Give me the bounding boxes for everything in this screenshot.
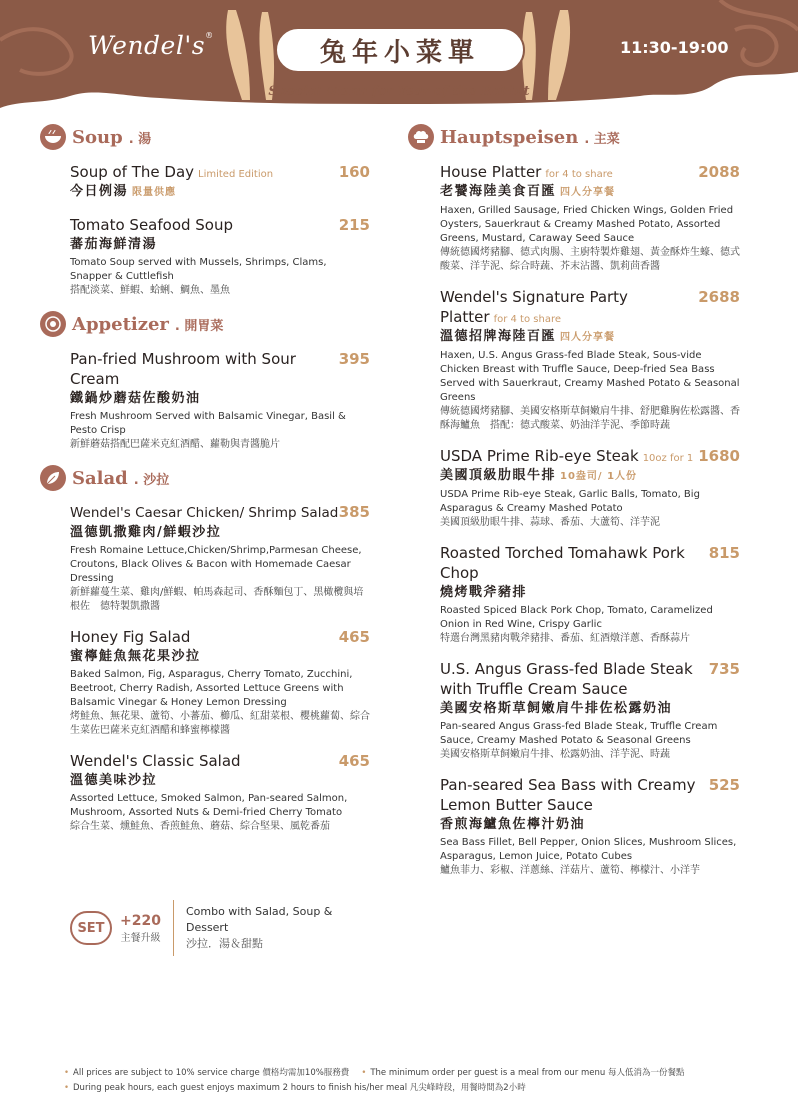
footnote-time-limit: During peak hours, each guest enjoys maximum 2 hours to finish his/her meal 凡尖峰時段，用餐時間為2小時 bbox=[73, 1083, 526, 1093]
section-main bbox=[408, 124, 740, 878]
item-name: Tomato Seafood Soup bbox=[70, 216, 234, 234]
item-name-zh: 老饕海陸美食百匯 bbox=[440, 184, 557, 199]
item-description-zh: 綜合生菜、燻鮭魚、香煎鮭魚、蘑菇、綜合堅果、風乾番茄 bbox=[70, 821, 330, 832]
item-description: Haxen, Grilled Sausage, Fried Chicken Wings, Golden Fried Oysters, Sauerkraut & Creamy Mashed Potato, Assorted Greens, Mustard, Caraway Seed Sauce bbox=[440, 205, 734, 244]
item-name-zh: 溫德凱撒雞肉/鮮蝦沙拉 bbox=[70, 525, 222, 540]
wendels-logo: Wendel's® bbox=[88, 31, 214, 60]
footnotes bbox=[64, 1066, 764, 1096]
section-header bbox=[40, 124, 370, 150]
item-name-zh: 香煎海鱸魚佐檸汁奶油 bbox=[440, 817, 586, 832]
leaf-icon bbox=[40, 465, 66, 491]
menu-item bbox=[408, 543, 740, 646]
set-description: Combo with Salad, Soup & Dessert bbox=[185, 905, 333, 934]
section-title: Salad bbox=[72, 467, 128, 489]
item-price: 465 bbox=[338, 752, 370, 770]
item-description-zh: 鱸魚菲力、彩椒、洋蔥絲、洋菇片、蘆筍、檸檬汁、小洋芋 bbox=[440, 865, 700, 876]
menu-item bbox=[40, 627, 370, 738]
item-price: 525 bbox=[708, 776, 740, 794]
item-note-zh: 限量供應 bbox=[132, 187, 177, 198]
menu-item bbox=[40, 162, 370, 202]
bullet-icon: • bbox=[361, 1068, 367, 1078]
set-price-zh: 主餐升級 bbox=[120, 932, 161, 944]
plate-icon bbox=[40, 311, 66, 337]
footnote-service-charge: All prices are subject to 10% service charge 價格均需加10%服務費 bbox=[73, 1068, 350, 1078]
item-name: Roasted Torched Tomahawk Pork Chop bbox=[440, 544, 685, 582]
item-name: Pan-fried Mushroom with Sour Cream bbox=[70, 350, 296, 388]
item-price: 815 bbox=[708, 544, 740, 562]
item-description-zh: 傳統德國烤豬腳、德式肉腸、主廚特製炸雞翅、黃金酥炸生蠔、德式酸菜、洋芋泥、綜合時蔬、芥末沾醬、凱莉茴香醬 bbox=[440, 247, 740, 272]
page-title: 兔年小菜單 bbox=[275, 27, 525, 73]
item-price: 735 bbox=[708, 660, 740, 678]
section-appetizer bbox=[40, 311, 370, 452]
item-description-zh: 搭配淡菜、鮮蝦、蛤蜊、鯛魚、墨魚 bbox=[70, 285, 230, 296]
bullet-icon: • bbox=[64, 1068, 70, 1078]
item-name: Soup of The Day bbox=[70, 163, 195, 181]
item-note: Limited Edition bbox=[198, 169, 274, 180]
item-description: Pan-seared Angus Grass-fed Blade Steak, Truffle Cream Sauce, Creamy Mashed Potato & Seasonal Greens bbox=[440, 721, 718, 746]
menu-item bbox=[408, 287, 740, 433]
item-description: USDA Prime Rib-eye Steak, Garlic Balls, Tomato, Big Asparagus & Creamy Mashed Potato bbox=[440, 489, 700, 514]
item-price: 385 bbox=[338, 503, 370, 521]
menu-subtitle: Special Menu for Year of the Rabbit bbox=[268, 84, 530, 99]
menu-item bbox=[40, 503, 370, 614]
item-description-zh: 美國頂級肋眼牛排、蒜球、番茄、大蘆筍、洋芋泥 bbox=[440, 517, 660, 528]
menu-item bbox=[408, 162, 740, 274]
item-name-zh: 蕃茄海鮮清湯 bbox=[70, 237, 158, 252]
right-column bbox=[408, 120, 740, 891]
section-header bbox=[40, 465, 370, 491]
item-price: 465 bbox=[338, 628, 370, 646]
item-price: 2688 bbox=[698, 288, 740, 306]
item-name-zh: 燒烤戰斧豬排 bbox=[440, 585, 528, 600]
item-name-zh: 今日例湯 bbox=[70, 184, 129, 199]
menu-item bbox=[408, 446, 740, 530]
section-header bbox=[40, 311, 370, 337]
item-name: Wendel's Signature Party Platter bbox=[440, 288, 628, 326]
item-name: Honey Fig Salad bbox=[70, 628, 191, 646]
item-name-zh: 鐵鍋炒蘑菇佐酸奶油 bbox=[70, 391, 201, 406]
item-description: Fresh Mushroom Served with Balsamic Vinegar, Basil & Pesto Crisp bbox=[70, 411, 346, 436]
bullet-icon: • bbox=[64, 1083, 70, 1093]
menu-item bbox=[408, 775, 740, 878]
item-description: Haxen, U.S. Angus Grass-fed Blade Steak, Sous-vide Chicken Breast with Truffle Sauce, Deep-fried Sea Bass Served with Sauerkraut, Creamy Mashed Potato & Seasonal Greens bbox=[440, 350, 740, 403]
item-description-zh: 新鮮蘿蔓生菜、雞肉/鮮蝦、帕馬森起司、香酥麵包丁、黑橄欖與培根佐 德特製凱撒醬 bbox=[70, 587, 364, 612]
chef-hat-icon bbox=[408, 124, 434, 150]
item-name-zh: 美國安格斯草飼嫩肩牛排佐松露奶油 bbox=[440, 701, 673, 716]
item-description: Sea Bass Fillet, Bell Pepper, Onion Slices, Mushroom Slices, Asparagus, Lemon Juice, Potato Cubes bbox=[440, 837, 737, 862]
item-price: 2088 bbox=[698, 163, 740, 181]
menu-item bbox=[40, 349, 370, 452]
item-description-zh: 傳統德國烤豬腳、美國安格斯草飼嫩肩牛排、舒肥雞胸佐松露醬、香酥海鱸魚 搭配：德式酸菜、奶油洋芋泥、季節時蔬 bbox=[440, 406, 740, 431]
section-soup bbox=[40, 124, 370, 298]
section-salad bbox=[40, 465, 370, 834]
item-name: Wendel's Caesar Chicken/ Shrimp Salad bbox=[70, 505, 339, 521]
section-title-zh: . 主菜 bbox=[584, 131, 620, 147]
item-note-zh: 四人分享餐 bbox=[560, 332, 616, 343]
item-note-zh: 10盎司/ 1人份 bbox=[560, 471, 638, 482]
soup-bowl-icon bbox=[40, 124, 66, 150]
item-note: for 4 to share bbox=[493, 314, 561, 325]
section-title-zh: . 湯 bbox=[128, 131, 152, 147]
item-name: U.S. Angus Grass-fed Blade Steak with Truffle Cream Sauce bbox=[440, 660, 693, 698]
item-description-zh: 特選台灣黑豬肉戰斧豬排、番茄、紅酒燉洋蔥、香酥蒜片 bbox=[440, 633, 690, 644]
set-description-zh: 沙拉．湯＆甜點 bbox=[185, 937, 263, 950]
item-name-zh: 溫德美味沙拉 bbox=[70, 773, 158, 788]
left-column bbox=[40, 120, 370, 847]
header-banner bbox=[0, 0, 798, 118]
item-name-zh: 美國頂級肋眼牛排 bbox=[440, 468, 557, 483]
item-name: USDA Prime Rib-eye Steak bbox=[440, 447, 639, 465]
item-description: Tomato Soup served with Mussels, Shrimps, Clams, Snapper & Cuttlefish bbox=[70, 257, 327, 282]
set-combo bbox=[70, 900, 356, 956]
set-price-block bbox=[120, 913, 161, 944]
opening-hours: 11:30-19:00 bbox=[620, 38, 729, 57]
item-name-zh: 蜜檸鮭魚無花果沙拉 bbox=[70, 649, 201, 664]
item-name-zh: 溫德招牌海陸百匯 bbox=[440, 329, 557, 344]
item-name: Pan-seared Sea Bass with Creamy Lemon Butter Sauce bbox=[440, 776, 696, 814]
item-note: for 4 to share bbox=[545, 169, 613, 180]
section-title: Appetizer bbox=[72, 313, 169, 335]
section-title: Soup bbox=[72, 126, 123, 148]
item-name: Wendel's Classic Salad bbox=[70, 752, 241, 770]
section-title-zh: . 沙拉 bbox=[133, 472, 170, 488]
item-price: 160 bbox=[338, 163, 370, 181]
item-description: Fresh Romaine Lettuce,Chicken/Shrimp,Parmesan Cheese, Croutons, Black Olives & Bacon with Homemade Caesar Dressing bbox=[70, 545, 362, 584]
item-description-zh: 新鮮蘑菇搭配巴薩米克紅酒醋、蘿勒與青醬脆片 bbox=[70, 439, 280, 450]
footnote-minimum-order: The minimum order per guest is a meal from our menu 每人低消為一份餐點 bbox=[370, 1068, 685, 1078]
item-description-zh: 美國安格斯草飼嫩肩牛排、松露奶油、洋芋泥、時蔬 bbox=[440, 749, 670, 760]
item-price: 395 bbox=[338, 350, 370, 368]
item-price: 1680 bbox=[698, 447, 740, 465]
item-note-zh: 四人分享餐 bbox=[560, 187, 616, 198]
set-description-block bbox=[186, 904, 356, 952]
divider bbox=[173, 900, 174, 956]
menu-item bbox=[40, 751, 370, 834]
item-description: Baked Salmon, Fig, Asparagus, Cherry Tomato, Zucchini, Beetroot, Cherry Radish, Assorted Lettuce Greens with Balsamic Vinegar & Honey Lemon Dressing bbox=[70, 669, 353, 708]
menu-item bbox=[40, 215, 370, 298]
item-description: Assorted Lettuce, Smoked Salmon, Pan-seared Salmon, Mushroom, Assorted Nuts & Demi-fried Cherry Tomato bbox=[70, 793, 348, 818]
item-description: Roasted Spiced Black Pork Chop, Tomato, Caramelized Onion in Red Wine, Crispy Garlic bbox=[440, 605, 713, 630]
section-title: Hauptspeisen bbox=[440, 126, 579, 148]
section-title-zh: . 開胃菜 bbox=[174, 318, 224, 334]
menu-item bbox=[408, 659, 740, 762]
item-price: 215 bbox=[338, 216, 370, 234]
set-price: +220 bbox=[120, 912, 161, 929]
item-description-zh: 烤鮭魚、無花果、蘆筍、小蕃茄、櫛瓜、紅甜菜根、櫻桃蘿蔔、綜合生菜佐巴薩米克紅酒醋和蜂蜜檸檬醬 bbox=[70, 711, 370, 736]
item-name: House Platter bbox=[440, 163, 542, 181]
item-note: 10oz for 1 bbox=[642, 453, 694, 464]
section-header bbox=[408, 124, 740, 150]
set-badge: SET bbox=[70, 911, 112, 945]
